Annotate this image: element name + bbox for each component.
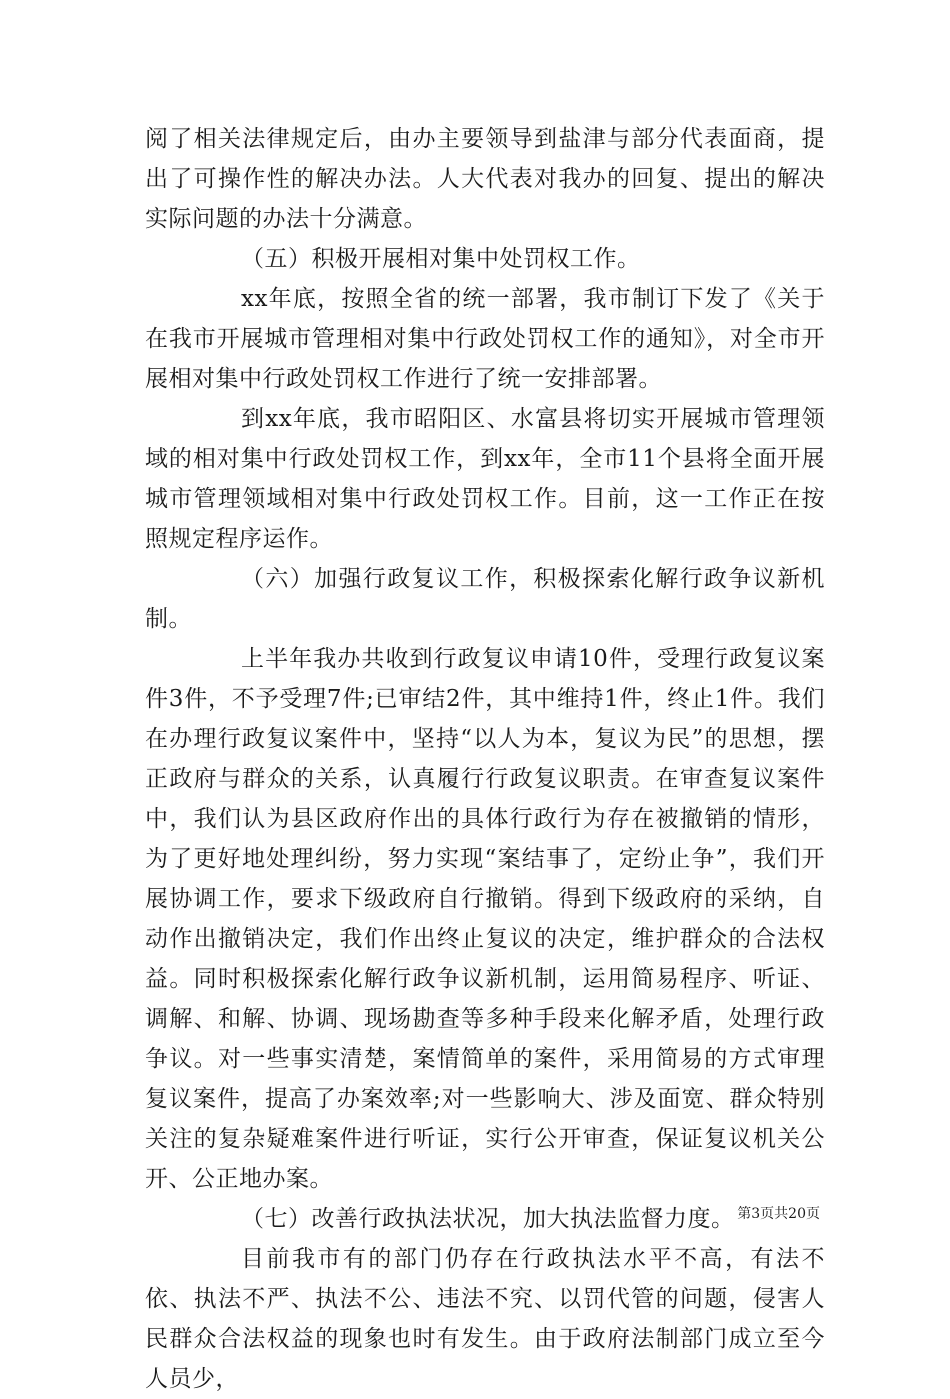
page-number: 第3页共20页 (737, 1206, 820, 1222)
paragraph: 上半年我办共收到行政复议申请10件，受理行政复议案件3件，不予受理7件;已审结2件，其中维持1件，终止1件。我们在办理行政复议案件中，坚持“以人为本，复议为民”的思想，摆正政府与群众的关系，认真履行行政复议职责。在审查复议案件中，我们认为县区政府作出的具体行政行为存在被撤销的情形，为了更好地处理纠纷，努力实现“案结事了，定纷止争”，我们开展协调工作，要求下级政府自行撤销。得到下级政府的采纳，自动作出撤销决定，我们作出终止复议的决定，维护群众的合法权益。同时积极探索化解行政争议新机制，运用简易程序、听证、调解、和解、协调、现场勘查等多种手段来化解矛盾，处理行政争议。对一些事实清楚，案情简单的案件，采用简易的方式审理复议案件，提高了办案效率;对一些影响大、涉及面宽、群众特别关注的复杂疑难案件进行听证，实行公开审查，保证复议机关公开、公正地办案。 (145, 646, 825, 1192)
section-heading-5: （五）积极开展相对集中处罚权工作。 (241, 246, 641, 272)
paragraph: xx年底，按照全省的统一部署，我市制订下发了《关于在我市开展城市管理相对集中行政处罚权工作的通知》，对全市开展相对集中行政处罚权工作进行了统一安排部署。 (145, 286, 825, 392)
paragraph: 目前我市有的部门仍存在行政执法水平不高，有法不依、执法不严、执法不公、违法不究、以罚代管的问题，侵害人民群众合法权益的现象也时有发生。由于政府法制部门成立至今人员少， (145, 1246, 825, 1392)
paragraph-continuation: 阅了相关法律规定后，由办主要领导到盐津与部分代表面商，提出了可操作性的解决办法。人大代表对我办的回复、提出的解决实际问题的办法十分满意。 (145, 126, 825, 232)
section-heading-7: （七）改善行政执法状况，加大执法监督力度。 (241, 1206, 735, 1232)
paragraph: 到xx年底，我市昭阳区、水富县将切实开展城市管理领域的相对集中行政处罚权工作，到xx年，全市11个县将全面开展城市管理领域相对集中行政处罚权工作。目前，这一工作正在按照规定程序运作。 (145, 406, 825, 552)
section-heading-6: （六）加强行政复议工作，积极探索化解行政争议新机制。 (145, 566, 825, 632)
